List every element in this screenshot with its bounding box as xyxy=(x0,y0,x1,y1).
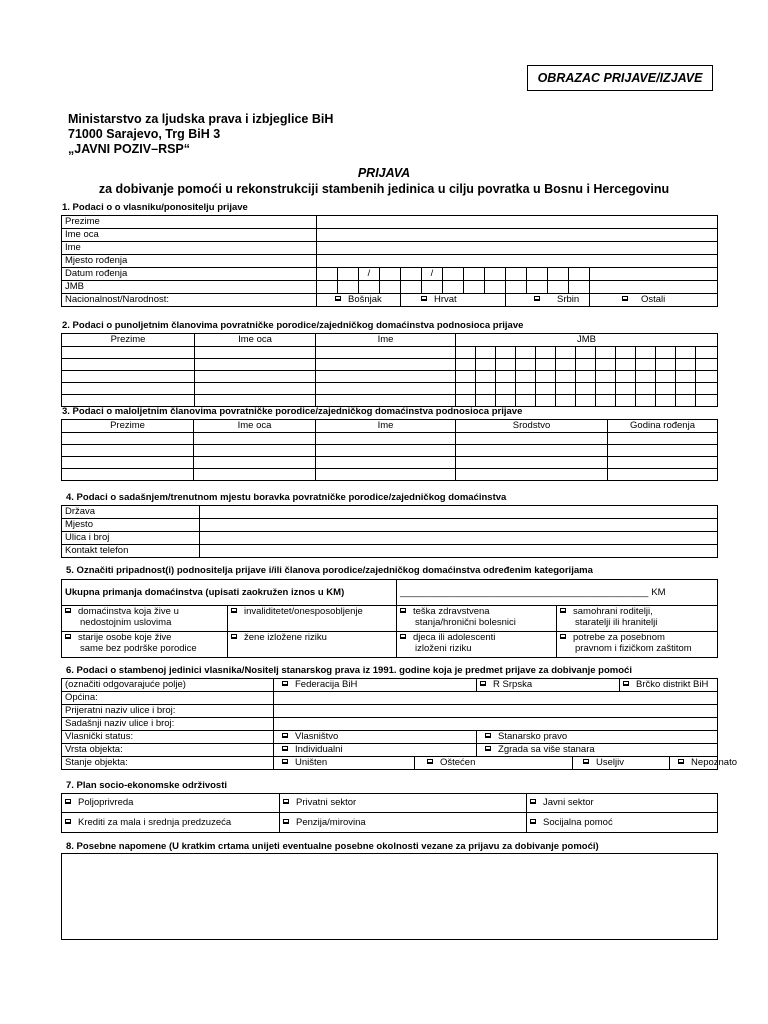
blank-cell xyxy=(569,268,590,281)
jmb-digit[interactable] xyxy=(616,383,636,395)
jmb-digit[interactable] xyxy=(536,395,556,407)
ministry-address: 71000 Sarajevo, Trg BiH 3 xyxy=(68,127,221,141)
column-header: Ime xyxy=(316,420,456,433)
jmb-digit[interactable] xyxy=(506,281,527,294)
type-option[interactable]: Individualni xyxy=(274,744,477,757)
section-7-title: 7. Plan socio-ekonomske održivosti xyxy=(66,780,228,791)
jmb-digit[interactable] xyxy=(338,281,359,294)
jmb-digit[interactable] xyxy=(556,383,576,395)
current-street-row xyxy=(62,718,718,731)
residence-table xyxy=(61,505,718,558)
jmb-digit[interactable] xyxy=(656,359,676,371)
jmb-digit[interactable] xyxy=(596,359,616,371)
condition-option[interactable]: Uništen xyxy=(274,757,415,770)
row-label: Kontakt telefon xyxy=(62,545,200,558)
owner-table xyxy=(61,215,718,307)
cell[interactable] xyxy=(316,469,456,481)
jmb-digit[interactable] xyxy=(676,359,696,371)
jmb-digit[interactable] xyxy=(616,371,636,383)
table-row xyxy=(62,545,718,558)
plan-option[interactable]: Krediti za mala i srednja predzuzeća xyxy=(62,813,280,833)
checkbox-icon[interactable] xyxy=(560,634,566,639)
jmb-digit[interactable] xyxy=(576,395,596,407)
date-digit[interactable] xyxy=(506,268,527,281)
income-label: Ukupna primanja domaćinstva (upisati zaokružen iznos u KM) xyxy=(62,580,397,606)
checkbox-icon[interactable] xyxy=(231,608,237,613)
column-header: Ime oca xyxy=(195,334,316,347)
condition-option[interactable]: Useljiv xyxy=(573,757,670,770)
cell[interactable] xyxy=(195,347,316,359)
cell[interactable] xyxy=(608,457,718,469)
jmb-digit[interactable] xyxy=(576,359,596,371)
jmb-digit[interactable] xyxy=(556,347,576,359)
cell[interactable] xyxy=(195,371,316,383)
table-row xyxy=(62,433,718,445)
cell[interactable] xyxy=(608,469,718,481)
jmb-digit[interactable] xyxy=(656,383,676,395)
blank-cell xyxy=(548,268,569,281)
checkbox-icon[interactable] xyxy=(400,634,406,639)
condition-option[interactable]: Nepoznato xyxy=(670,757,718,770)
date-digit[interactable] xyxy=(464,268,485,281)
owner-row-father xyxy=(62,229,718,242)
section-6-title: 6. Podaci o stambenoj jedinici vlasnika/Nositelj stanarskog prava iz 1991. godine koja je predmet prijave za dobivanje pomoći xyxy=(66,665,632,676)
jmb-digit[interactable] xyxy=(516,371,536,383)
jmb-digit[interactable] xyxy=(456,347,476,359)
jmb-digit[interactable] xyxy=(596,383,616,395)
page-subtitle: za dobivanje pomoći u rekonstrukciji stambenih jedinica u cilju povratka u Bosnu i Hercegovinu xyxy=(98,182,670,196)
category-row xyxy=(62,632,718,658)
condition-option[interactable]: Oštećen xyxy=(415,757,573,770)
jmb-digit[interactable] xyxy=(476,347,496,359)
category-option[interactable]: starije osobe koje žive same bez podrške porodice xyxy=(62,632,228,658)
income-row xyxy=(62,580,718,606)
jmb-digit[interactable] xyxy=(636,347,656,359)
jmb-digit[interactable] xyxy=(359,281,380,294)
table-row xyxy=(62,532,718,545)
jmb-digit[interactable] xyxy=(456,359,476,371)
entity-option-fbih[interactable]: Federacija BiH xyxy=(274,679,477,692)
jmb-digit[interactable] xyxy=(485,281,506,294)
owner-row-surname xyxy=(62,216,718,229)
date-separator: / xyxy=(422,268,443,281)
cell[interactable] xyxy=(316,347,456,359)
mark-hint: (označiti odgovarajuće polje) xyxy=(62,679,274,692)
entity-option-rs[interactable]: R Srpska xyxy=(477,679,620,692)
jmb-digit[interactable] xyxy=(401,281,422,294)
cell[interactable] xyxy=(316,371,456,383)
jmb-digit[interactable] xyxy=(656,395,676,407)
jmb-digit[interactable] xyxy=(656,371,676,383)
table-row xyxy=(62,469,718,481)
father-name-field[interactable] xyxy=(317,229,718,242)
cell[interactable] xyxy=(62,371,195,383)
cell[interactable] xyxy=(316,359,456,371)
table-header xyxy=(62,420,718,433)
cell[interactable] xyxy=(194,457,316,469)
cell[interactable] xyxy=(194,469,316,481)
jmb-digit[interactable] xyxy=(696,347,718,359)
adult-members-table xyxy=(61,333,718,407)
jmb-digit[interactable] xyxy=(576,383,596,395)
column-header: Prezime xyxy=(62,334,195,347)
currency: KM xyxy=(651,586,666,598)
column-header: Ime xyxy=(316,334,456,347)
column-header: Ime oca xyxy=(194,420,316,433)
ownership-option[interactable]: Vlasništvo xyxy=(274,731,477,744)
jmb-digit[interactable] xyxy=(317,281,338,294)
category-option[interactable]: domaćinstva koja žive u nedostojnim uslovima xyxy=(62,606,228,632)
category-option[interactable]: žene izložene riziku xyxy=(228,632,397,658)
plan-option[interactable]: Javni sektor xyxy=(527,794,718,813)
nationality-option-srbin[interactable]: Srbin xyxy=(506,294,590,307)
section-2-title: 2. Podaci o punoljetnim članovima povratničke porodice/zajedničkog domaćinstva podnosioca prijave xyxy=(62,320,524,331)
jmb-digit[interactable] xyxy=(616,347,636,359)
housing-unit-table xyxy=(61,678,737,770)
table-row xyxy=(62,371,718,383)
row-label: Vrsta objekta: xyxy=(62,744,274,757)
jmb-digit[interactable] xyxy=(676,383,696,395)
cell[interactable] xyxy=(62,347,195,359)
row-label: Mjesto xyxy=(62,519,200,532)
jmb-digit[interactable] xyxy=(476,383,496,395)
jmb-digit[interactable] xyxy=(496,395,516,407)
cell[interactable] xyxy=(194,445,316,457)
sustainability-table xyxy=(61,793,718,833)
row-label: Općina: xyxy=(62,692,274,705)
checkbox-icon[interactable] xyxy=(485,733,491,738)
entity-option-brcko[interactable]: Brčko distrikt BiH xyxy=(620,679,718,692)
section-3-title: 3. Podaci o maloljetnim članovima povratničke porodice/zajedničkog domaćinstva podnosioca prijave xyxy=(62,406,523,417)
nationality-option-bosnjak[interactable]: Bošnjak xyxy=(317,294,401,307)
section-8-title: 8. Posebne napomene (U kratkim crtama unijeti eventualne posebne okolnosti vezane za prijavu za dobivanje pomoći) xyxy=(66,841,599,852)
jmb-digit[interactable] xyxy=(616,359,636,371)
jmb-digit[interactable] xyxy=(527,281,548,294)
checkbox-icon[interactable] xyxy=(65,799,71,804)
jmb-digit[interactable] xyxy=(636,395,656,407)
checkbox-icon[interactable] xyxy=(65,634,71,639)
jmb-digit[interactable] xyxy=(496,371,516,383)
category-option[interactable]: invaliditetet/onesposobljenje xyxy=(228,606,397,632)
plan-option[interactable]: Penzija/mirovina xyxy=(280,813,527,833)
cell[interactable] xyxy=(62,359,195,371)
jmb-digit[interactable] xyxy=(516,359,536,371)
municipality-row xyxy=(62,692,718,705)
jmb-digit[interactable] xyxy=(536,347,556,359)
plan-option[interactable]: Poljoprivreda xyxy=(62,794,280,813)
jmb-digit[interactable] xyxy=(380,281,401,294)
checkbox-icon[interactable] xyxy=(282,733,288,738)
jmb-digit[interactable] xyxy=(464,281,485,294)
cell[interactable] xyxy=(195,359,316,371)
jmb-digit[interactable] xyxy=(569,281,590,294)
checkbox-icon[interactable] xyxy=(282,746,288,751)
category-row xyxy=(62,606,718,632)
jmb-digit[interactable] xyxy=(476,359,496,371)
cell[interactable] xyxy=(316,395,456,407)
checkbox-icon[interactable] xyxy=(283,819,289,824)
cell[interactable] xyxy=(62,383,195,395)
type-row xyxy=(62,744,718,757)
entity-row xyxy=(62,679,718,692)
place-field[interactable] xyxy=(200,519,718,532)
cell[interactable] xyxy=(195,395,316,407)
row-label: Datum rođenja xyxy=(62,268,317,281)
checkbox-icon[interactable] xyxy=(400,608,406,613)
municipality-field[interactable] xyxy=(274,692,718,705)
jmb-digit[interactable] xyxy=(656,347,676,359)
nationality-option-ostali[interactable]: Ostali xyxy=(590,294,718,307)
prewar-street-row xyxy=(62,705,718,718)
checkbox-icon[interactable] xyxy=(583,759,589,764)
jmb-digit[interactable] xyxy=(636,371,656,383)
cell[interactable] xyxy=(456,469,608,481)
table-header xyxy=(62,334,718,347)
public-call: „JAVNI POZIV–RSP“ xyxy=(68,142,191,156)
jmb-digit[interactable] xyxy=(456,371,476,383)
blank-cell xyxy=(590,281,718,294)
table-row xyxy=(62,519,718,532)
column-header: Prezime xyxy=(62,420,194,433)
jmb-digit[interactable] xyxy=(536,383,556,395)
jmb-digit[interactable] xyxy=(676,371,696,383)
jmb-digit[interactable] xyxy=(596,347,616,359)
checkbox-icon[interactable] xyxy=(427,759,433,764)
owner-row-nationality xyxy=(62,294,718,307)
checkbox-icon[interactable] xyxy=(678,759,684,764)
date-digit[interactable] xyxy=(380,268,401,281)
row-label: Prijeratni naziv ulice i broj: xyxy=(62,705,274,718)
checkbox-icon[interactable] xyxy=(622,296,628,301)
income-line: _______________________________________________ xyxy=(400,586,649,598)
jmb-digit[interactable] xyxy=(556,371,576,383)
ownership-row xyxy=(62,731,718,744)
checkbox-icon[interactable] xyxy=(530,819,536,824)
name-field[interactable] xyxy=(317,242,718,255)
jmb-digit[interactable] xyxy=(443,281,464,294)
jmb-digit[interactable] xyxy=(696,395,718,407)
surname-field[interactable] xyxy=(317,216,718,229)
date-digit[interactable] xyxy=(443,268,464,281)
cell[interactable] xyxy=(316,433,456,445)
jmb-digit[interactable] xyxy=(496,347,516,359)
checkbox-icon[interactable] xyxy=(282,759,288,764)
jmb-digit[interactable] xyxy=(548,281,569,294)
table-row xyxy=(62,457,718,469)
cell[interactable] xyxy=(316,383,456,395)
ownership-option[interactable]: Stanarsko pravo xyxy=(477,731,718,744)
income-field[interactable] xyxy=(397,580,718,606)
section-5-title: 5. Označiti pripadnost(i) podnositelja prijave i/ili članova porodice/zajedničkog domaćinstva određenim kategorijama xyxy=(66,565,593,576)
cell[interactable] xyxy=(62,395,195,407)
row-label: Mjesto rođenja xyxy=(62,255,317,268)
owner-row-jmb xyxy=(62,281,718,294)
jmb-digit[interactable] xyxy=(596,395,616,407)
checkbox-icon[interactable] xyxy=(335,296,341,301)
checkbox-icon[interactable] xyxy=(421,296,427,301)
table-row xyxy=(62,794,718,813)
page-title: PRIJAVA xyxy=(357,166,411,180)
cell[interactable] xyxy=(62,457,194,469)
date-digit[interactable] xyxy=(485,268,506,281)
section-4-title: 4. Podaci o sadašnjem/trenutnom mjestu boravka povratničke porodice/zajedničkog domaćinstva xyxy=(66,492,507,503)
checkbox-icon[interactable] xyxy=(283,799,289,804)
column-header: Godina rođenja xyxy=(608,420,718,433)
jmb-digit[interactable] xyxy=(516,347,536,359)
jmb-digit[interactable] xyxy=(556,395,576,407)
phone-field[interactable] xyxy=(200,545,718,558)
jmb-digit[interactable] xyxy=(476,395,496,407)
jmb-digit[interactable] xyxy=(516,383,536,395)
form-title: OBRAZAC PRIJAVE/IZJAVE xyxy=(527,65,713,91)
checkbox-icon[interactable] xyxy=(560,608,566,613)
jmb-digit[interactable] xyxy=(536,371,556,383)
jmb-digit[interactable] xyxy=(676,395,696,407)
category-option[interactable]: djeca ili adolescenti izloženi riziku xyxy=(397,632,557,658)
jmb-digit[interactable] xyxy=(636,383,656,395)
row-label: Sadašnji naziv ulice i broj: xyxy=(62,718,274,731)
checkbox-icon[interactable] xyxy=(485,746,491,751)
cell[interactable] xyxy=(608,433,718,445)
jmb-digit[interactable] xyxy=(596,371,616,383)
date-digit[interactable] xyxy=(317,268,338,281)
cell[interactable] xyxy=(456,445,608,457)
table-row xyxy=(62,347,718,359)
jmb-digit[interactable] xyxy=(636,359,656,371)
jmb-digit[interactable] xyxy=(456,395,476,407)
nationality-option-hrvat[interactable]: Hrvat xyxy=(401,294,506,307)
jmb-digit[interactable] xyxy=(536,359,556,371)
table-row xyxy=(62,383,718,395)
column-header: JMB xyxy=(456,334,718,347)
jmb-digit[interactable] xyxy=(556,359,576,371)
checkbox-icon[interactable] xyxy=(623,681,629,686)
row-label: Vlasnički status: xyxy=(62,731,274,744)
owner-row-birthdate xyxy=(62,268,718,281)
type-option[interactable]: Zgrada sa više stanara xyxy=(477,744,718,757)
jmb-digit[interactable] xyxy=(516,395,536,407)
ministry-name: Ministarstvo za ljudska prava i izbjeglice BiH xyxy=(68,112,334,126)
cell[interactable] xyxy=(608,445,718,457)
jmb-digit[interactable] xyxy=(496,359,516,371)
table-row xyxy=(62,506,718,519)
current-street-field[interactable] xyxy=(274,718,718,731)
date-digit[interactable] xyxy=(401,268,422,281)
row-label: Nacionalnost/Narodnost: xyxy=(62,294,317,307)
jmb-digit[interactable] xyxy=(456,383,476,395)
cell[interactable] xyxy=(456,433,608,445)
jmb-digit[interactable] xyxy=(576,347,596,359)
cell[interactable] xyxy=(456,457,608,469)
minor-members-table xyxy=(61,419,718,481)
column-header: Srodstvo xyxy=(456,420,608,433)
checkbox-icon[interactable] xyxy=(282,681,288,686)
blank-cell xyxy=(590,268,718,281)
cell[interactable] xyxy=(62,469,194,481)
prewar-street-field[interactable] xyxy=(274,705,718,718)
cell[interactable] xyxy=(62,433,194,445)
plan-option[interactable]: Socijalna pomoć xyxy=(527,813,718,833)
cell[interactable] xyxy=(195,383,316,395)
jmb-digit[interactable] xyxy=(576,371,596,383)
checkbox-icon[interactable] xyxy=(65,819,71,824)
jmb-digit[interactable] xyxy=(422,281,443,294)
section-1-title: 1. Podaci o o vlasniku/ponositelju prijave xyxy=(62,202,248,213)
birthplace-field[interactable] xyxy=(317,255,718,268)
ministry-block xyxy=(68,112,333,157)
jmb-digit[interactable] xyxy=(496,383,516,395)
row-label: Prezime xyxy=(62,216,317,229)
checkbox-icon[interactable] xyxy=(530,799,536,804)
jmb-digit[interactable] xyxy=(676,347,696,359)
categories-table xyxy=(61,579,718,658)
checkbox-icon[interactable] xyxy=(65,608,71,613)
date-separator: / xyxy=(359,268,380,281)
row-label: Ime xyxy=(62,242,317,255)
checkbox-icon[interactable] xyxy=(231,634,237,639)
table-row xyxy=(62,445,718,457)
table-row xyxy=(62,813,718,833)
category-option[interactable]: potrebe za posebnom pravnom i fizičkom zaštitom xyxy=(557,632,718,658)
blank-cell xyxy=(527,268,548,281)
jmb-digit[interactable] xyxy=(616,395,636,407)
table-row xyxy=(62,395,718,407)
jmb-digit[interactable] xyxy=(696,383,718,395)
cell[interactable] xyxy=(194,433,316,445)
table-row xyxy=(62,359,718,371)
jmb-digit[interactable] xyxy=(696,371,718,383)
row-label: Država xyxy=(62,506,200,519)
row-label: Ulica i broj xyxy=(62,532,200,545)
owner-row-name xyxy=(62,242,718,255)
checkbox-icon[interactable] xyxy=(480,681,486,686)
street-field[interactable] xyxy=(200,532,718,545)
cell[interactable] xyxy=(316,445,456,457)
jmb-digit[interactable] xyxy=(696,359,718,371)
country-field[interactable] xyxy=(200,506,718,519)
plan-option[interactable]: Privatni sektor xyxy=(280,794,527,813)
jmb-digit[interactable] xyxy=(476,371,496,383)
cell[interactable] xyxy=(62,445,194,457)
owner-row-birthplace xyxy=(62,255,718,268)
cell[interactable] xyxy=(316,457,456,469)
row-label: Ime oca xyxy=(62,229,317,242)
notes-textarea[interactable] xyxy=(61,853,718,940)
category-option[interactable]: teška zdravstvena stanja/hronični bolesnici xyxy=(397,606,557,632)
row-label: Stanje objekta: xyxy=(62,757,274,770)
row-label: JMB xyxy=(62,281,317,294)
category-option[interactable]: samohrani roditelji, staratelji ili hranitelji xyxy=(557,606,718,632)
condition-row xyxy=(62,757,718,770)
date-digit[interactable] xyxy=(338,268,359,281)
checkbox-icon[interactable] xyxy=(534,296,540,301)
